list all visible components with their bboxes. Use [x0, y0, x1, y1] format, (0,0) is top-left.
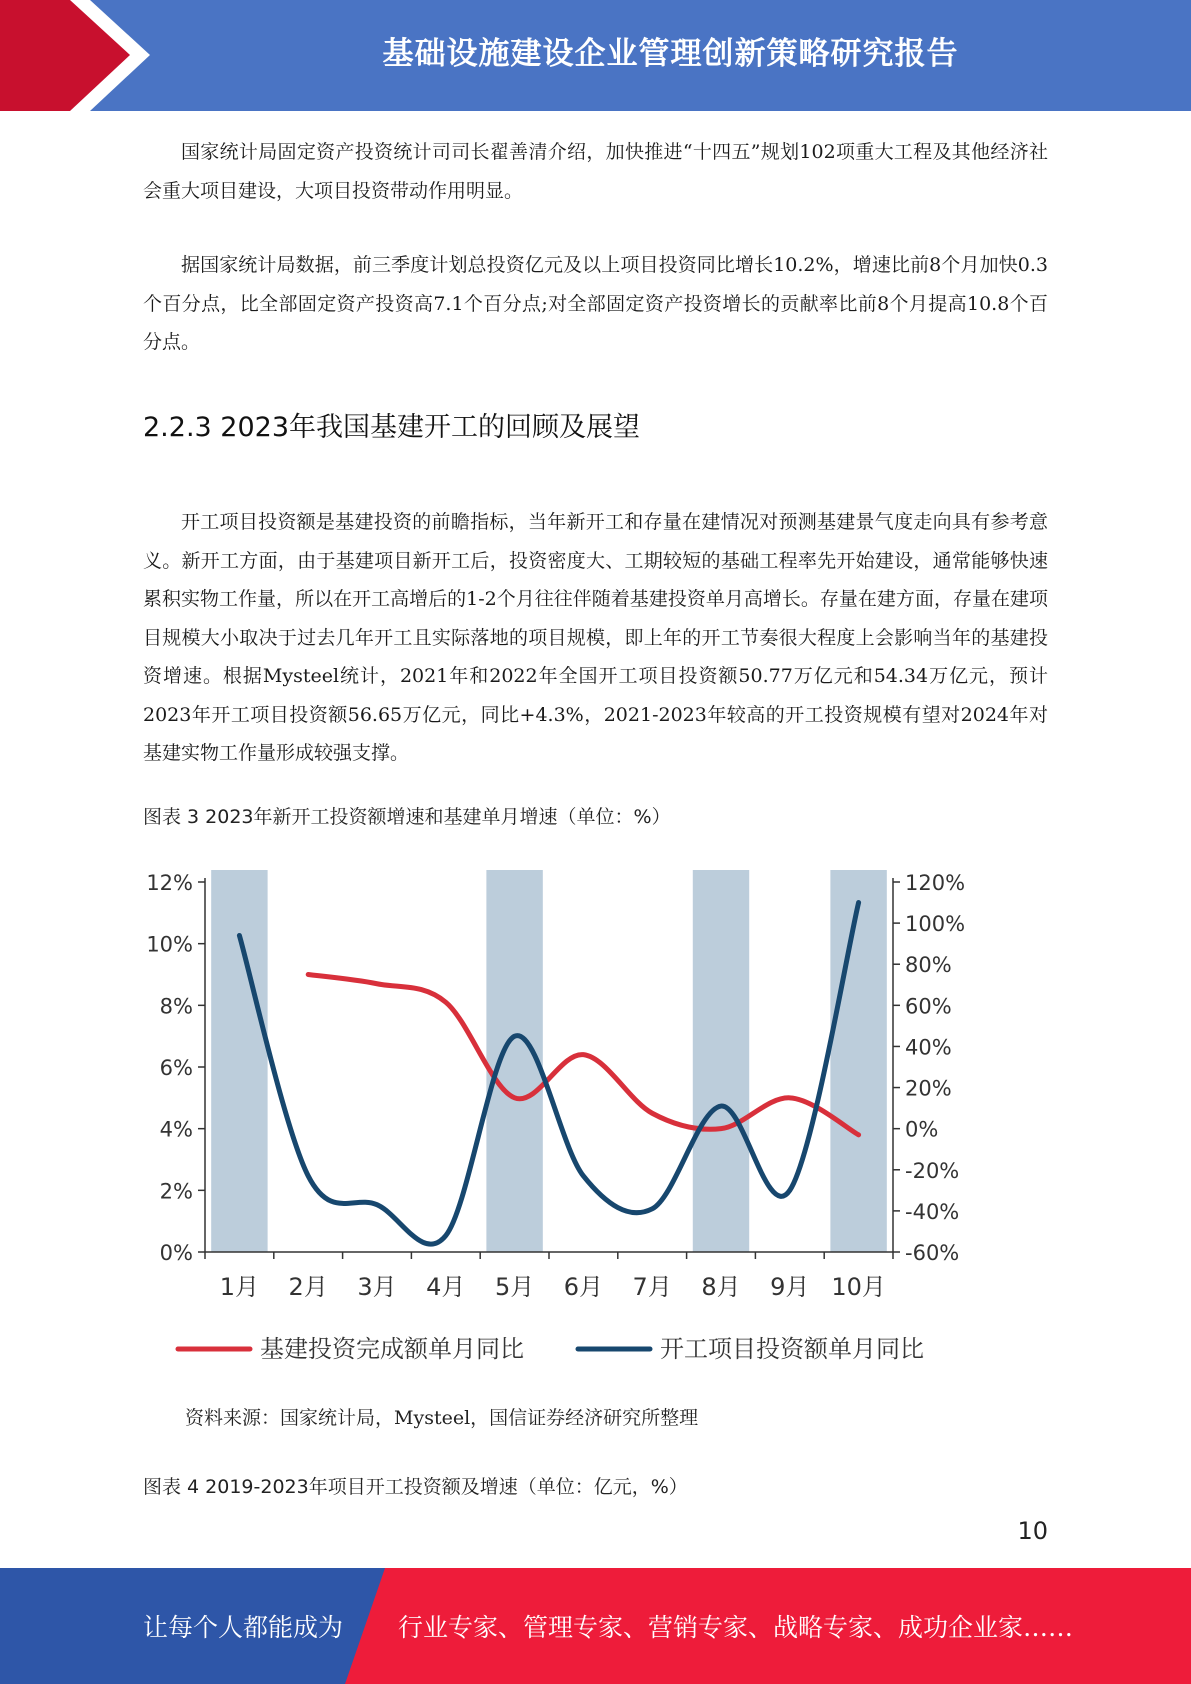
x-tick-label: 6月 — [563, 1273, 604, 1301]
left-tick-label: 12% — [146, 871, 193, 895]
paragraph-3: 开工项目投资额是基建投资的前瞻指标，当年新开工和存量在建情况对预测基建景气度走向具有参考意义。新开工方面，由于基建项目新开工后，投资密度大、工期较短的基础工程率先开始建设，通常能够快速累积实物工作量，所以在开工高增后的1-2个月往往伴随着基建投资单月高增长。存量在建方面，存量在建项目规模大小取决于过去几年开工且实际落地的项目规模，即上年的开工节奏很大程度上会影响当年的基建投资增速。根据Mysteel统计，2021年和2022年全国开工项目投资额50.77万亿元和54.34万亿元，预计2023年开工项目投资额56.65万亿元，同比+4.3%，2021-2023年较高的开工投资规模有望对2024年对基建实物工作量形成较强支撑。 — [143, 511, 1048, 764]
legend-label-1: 基建投资完成额单月同比 — [260, 1335, 524, 1363]
left-tick-label: 8% — [159, 994, 193, 1019]
x-tick-label: 7月 — [632, 1273, 672, 1301]
chart-svg — [143, 852, 1043, 1382]
series-line-2 — [239, 903, 858, 1245]
right-tick-label: -60% — [905, 1241, 960, 1265]
right-tick-label: 40% — [905, 1035, 952, 1060]
x-tick-label: 2月 — [288, 1273, 328, 1301]
highlight-band — [830, 870, 886, 1252]
page-footer — [0, 1568, 1191, 1684]
paragraph-1: 国家统计局固定资产投资统计司司长翟善清介绍，加快推进“十四五”规划102项重大工程及其他经济社会重大项目建设，大项目投资带动作用明显。 — [143, 141, 1048, 202]
section-heading: 2.2.3 2023年我国基建开工的回顾及展望 — [143, 412, 640, 443]
x-tick-label: 8月 — [701, 1273, 741, 1301]
highlight-band — [486, 870, 542, 1252]
figure4-caption: 图表 4 2019-2023年项目开工投资额及增速（单位：亿元，%） — [143, 1476, 688, 1498]
paragraph-2: 据国家统计局数据，前三季度计划总投资亿元及以上项目投资同比增长10.2%，增速比前8个月加快0.3个百分点，比全部固定资产投资高7.1个百分点;对全部固定资产投资增长的贡献率比前8个月提高10.8个百分点。 — [143, 254, 1048, 353]
left-tick-label: 6% — [159, 1056, 193, 1080]
left-tick-label: 4% — [159, 1117, 193, 1142]
highlight-band — [693, 870, 749, 1252]
right-tick-label: 100% — [905, 912, 966, 937]
x-tick-label: 1月 — [219, 1273, 260, 1301]
left-tick-label: 0% — [159, 1241, 193, 1265]
x-tick-label: 4月 — [426, 1273, 466, 1301]
right-tick-label: -40% — [905, 1199, 960, 1224]
right-tick-label: -20% — [905, 1158, 960, 1183]
x-tick-label: 9月 — [770, 1273, 810, 1301]
right-tick-label: 20% — [905, 1076, 952, 1101]
highlight-band — [211, 870, 267, 1252]
footer-slogan-left: 让每个人都能成为 — [143, 1613, 344, 1642]
right-tick-label: 0% — [905, 1117, 939, 1142]
right-tick-label: 80% — [905, 953, 952, 978]
header-chevron-red — [0, 0, 130, 111]
page-number: 10 — [1017, 1517, 1048, 1545]
legend-label-2: 开工项目投资额单月同比 — [660, 1335, 924, 1363]
right-tick-label: 60% — [905, 994, 952, 1019]
figure3-chart — [143, 852, 1043, 1382]
x-tick-label: 5月 — [494, 1273, 535, 1301]
page-header — [0, 0, 1191, 111]
right-tick-label: 120% — [905, 871, 966, 895]
x-tick-label: 3月 — [357, 1273, 397, 1301]
x-tick-label: 10月 — [831, 1273, 886, 1301]
left-tick-label: 10% — [146, 932, 193, 957]
figure3-caption: 图表 3 2023年新开工投资额增速和基建单月增速（单位：%） — [143, 806, 671, 828]
footer-slogan-right: 行业专家、管理专家、营销专家、战略专家、成功企业家…… — [398, 1613, 1074, 1642]
figure3-source: 资料来源：国家统计局，Mysteel，国信证券经济研究所整理 — [185, 1407, 699, 1429]
report-title: 基础设施建设企业管理创新策略研究报告 — [382, 35, 959, 72]
left-tick-label: 2% — [159, 1179, 193, 1204]
